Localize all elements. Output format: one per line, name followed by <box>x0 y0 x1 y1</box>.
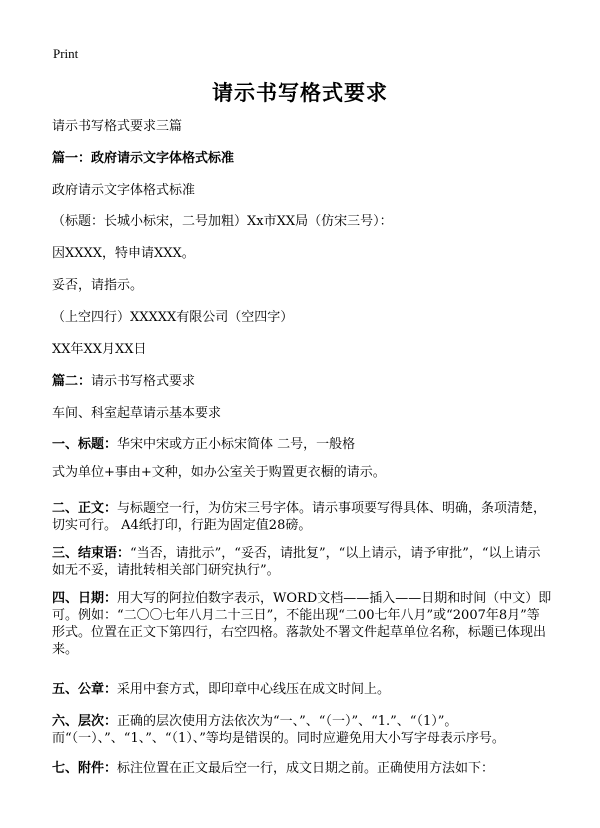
paragraph <box>52 118 552 135</box>
paragraph <box>52 500 552 534</box>
paragraph-text: XX年XX月XX日 <box>52 342 147 357</box>
paragraph-lead: 六、层次： <box>52 714 118 729</box>
paragraph-text: 车间、科室起草请示基本要求 <box>52 406 222 421</box>
paragraph-text: （上空四行）XXXXX有限公司（空四字） <box>52 310 294 325</box>
paragraph-text: 正确的层次使用方法依次为“一、”、“（一）”、“1.”、“（1）”。而“（一）、”、“1、”、“（1）、”等均是错误的。同时应避免用大小写字母表示序号。 <box>52 714 505 746</box>
paragraph-text: 政府请示文字体格式标准 <box>52 183 196 198</box>
paragraph <box>52 150 552 167</box>
paragraph <box>52 405 552 422</box>
paragraph-lead: 三、结束语： <box>52 546 131 561</box>
paragraph-text: “当否，请批示”，“妥否，请批复”，“以上请示，请予审批”，“以上请示如无不妥，请批转相关部门研究执行”。 <box>52 546 541 578</box>
paragraph <box>52 713 552 747</box>
paragraph <box>52 373 552 390</box>
paragraph-text: 华宋中宋或方正小标宋简体 二号，一般格 <box>117 437 356 452</box>
paragraph-lead: 五、公章： <box>52 682 118 697</box>
paragraph-text: 因XXXX，特申请XXX。 <box>52 246 195 261</box>
paragraph <box>52 436 552 453</box>
document-title: 请示书写格式要求 <box>212 81 388 105</box>
paragraph-lead: 篇一：政府请示文字体格式标准 <box>52 151 235 166</box>
paragraph <box>52 341 552 358</box>
paragraph-text: 请示书写格式要求三篇 <box>52 119 183 134</box>
paragraph-text: 与标题空一行，为仿宋三号字体。请示事项要写得具体、明确，条项清楚，切实可行。 A4纸打印，行距为固定值28磅。 <box>52 501 547 533</box>
paragraph-lead: 四、日期： <box>52 591 118 606</box>
paragraph-text: 标注位置在正文最后空一行，成文日期之前。正确使用方法如下： <box>117 761 495 776</box>
paragraph-lead: 篇二： <box>52 374 92 389</box>
paragraph <box>52 182 552 199</box>
paragraph-text: 妥否，请指示。 <box>52 278 144 293</box>
paragraph <box>52 545 552 579</box>
paragraph-text: 请示书写格式要求 <box>91 374 196 389</box>
paragraph <box>52 277 552 294</box>
paragraph <box>52 681 552 698</box>
paragraph-lead: 一、标题： <box>52 437 118 452</box>
paragraph-lead: 二、正文： <box>52 501 118 516</box>
paragraph-lead: 七、附件： <box>52 761 118 776</box>
paragraph-text: 式为单位+事由+文种，如办公室关于购置更衣橱的请示。 <box>52 465 386 480</box>
paragraph-text: 用大写的阿拉伯数字表示，WORD文档——插入——日期和时间（中文）即可。例如：“二〇〇七年八月二十三日”，不能出现“二00七年八月”或“2007年8月”等形式。位置在正文下第四行，右空四格。落款处不署文件起草单位名称，标题已体现出来。 <box>52 591 552 657</box>
print-link[interactable]: Print <box>53 46 79 61</box>
paragraph-text: 采用中套方式，即印章中心线压在成文时间上。 <box>117 682 391 697</box>
paragraph-text: （标题：长城小标宋，二号加粗）Xx市XX局（仿宋三号）： <box>52 214 393 229</box>
paragraph <box>52 309 552 326</box>
paragraph <box>52 760 552 777</box>
paragraph <box>52 245 552 262</box>
paragraph <box>52 213 552 230</box>
paragraph <box>52 464 552 481</box>
paragraph <box>52 590 552 658</box>
